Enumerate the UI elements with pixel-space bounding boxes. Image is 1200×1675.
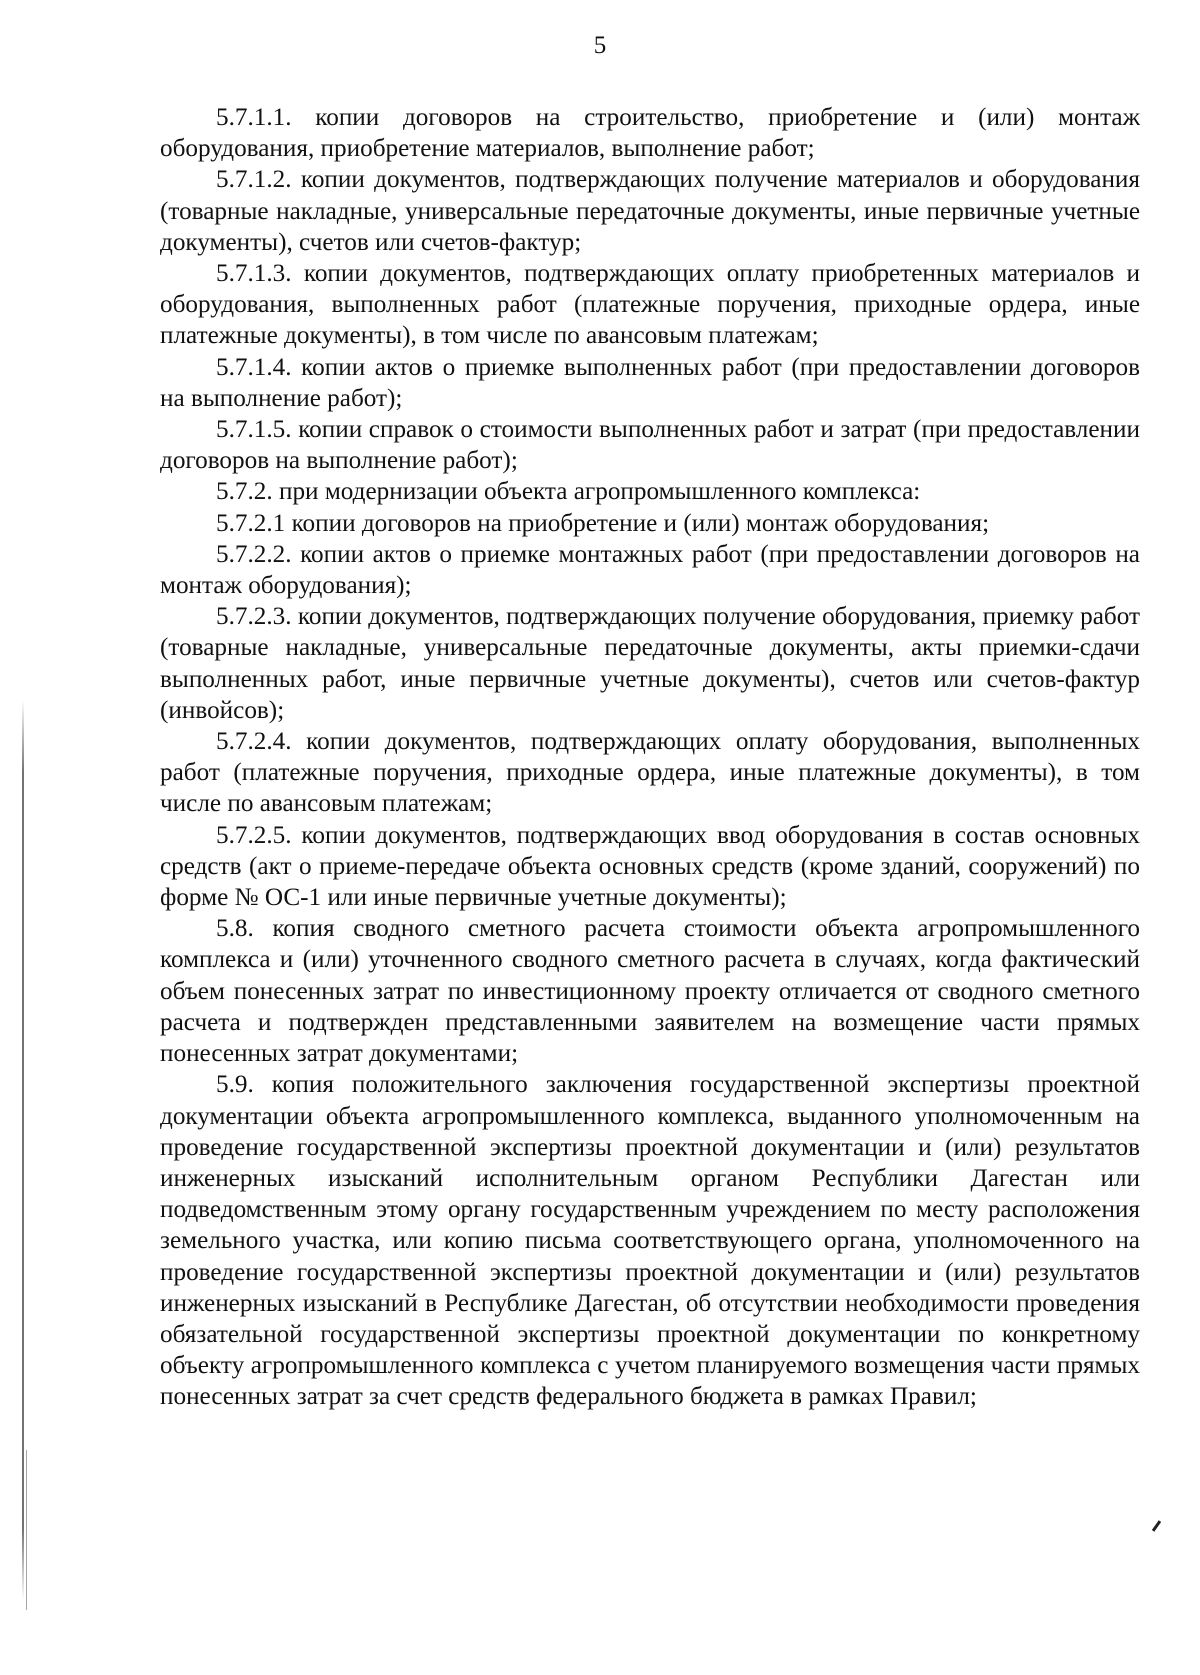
paragraph-5-7-1-5: 5.7.1.5. копии справок о стоимости выполненных работ и затрат (при предоставлении договоров на выполнение работ);: [160, 416, 1140, 475]
paragraph-5-7-2-2: 5.7.2.2. копии актов о приемке монтажных работ (при предоставлении договоров на монтаж оборудования);: [160, 540, 1140, 600]
paragraph-5-7-2-1: 5.7.2.1 копии договоров на приобретение и (или) монтаж оборудования;: [216, 509, 990, 537]
paragraph-5-8: 5.8. копия сводного сметного расчета стоимости объекта агропромышленного комплекса и (или) уточненного сводного сметного расчета в случаях, когда фактический объем понесенных затрат по инвестиционному проекту отличается от сводного сметного расчета и подтвержден представленными заявителем на возмещение части прямых понесенных затрат документами;: [160, 915, 1140, 1068]
scan-edge-line: [22, 700, 24, 1600]
paragraph-5-7-1-2: 5.7.1.2. копии документов, подтверждающих получение материалов и оборудования (товарные накладные, универсальные передаточные документы, иные первичные учетные документы), счетов или счетов-фактур;: [160, 166, 1140, 256]
scan-edge-line-secondary: [26, 1450, 27, 1610]
paragraph-5-7-2-4: 5.7.2.4. копии документов, подтверждающих оплату оборудования, выполненных работ (платежные поручения, приходные ордера, иные платежные документы), в том числе по авансовым платежам;: [160, 728, 1140, 818]
document-body: [160, 102, 1140, 1413]
paragraph-5-9: 5.9. копия положительного заключения государственной экспертизы проектной документации объекта агропромышленного комплекса, выданного уполномоченным на проведение государственной экспертизы проектной документации и (или) результатов инженерных изысканий исполнительным органом Республики Дагестан или подведомственным этому органу государственным учреждением по месту расположения земельного участка, или копию письма соответствующего органа, уполномоченного на проведение государственной экспертизы проектной документации и (или) результатов инженерных изысканий в Республике Дагестан, об отсутствии необходимости проведения обязательной государственной экспертизы проектной документации по конкретному объекту агропромышленного комплекса с учетом планируемого возмещения части прямых понесенных затрат за счет средств федерального бюджета в рамках Правил;: [160, 1071, 1140, 1411]
paragraph-5-7-2: 5.7.2. при модернизации объекта агропромышленного комплекса:: [216, 478, 921, 506]
page-number: 5: [593, 32, 607, 59]
paragraph-5-7-2-5: 5.7.2.5. копии документов, подтверждающих ввод оборудования в состав основных средств (акт о приеме-передаче объекта основных средств (кроме зданий, сооружений) по форме № ОС-1 или иные первичные учетные документы);: [160, 821, 1140, 912]
paragraph-5-7-1-4: 5.7.1.4. копии актов о приемке выполненных работ (при предоставлении договоров на выполнение работ);: [160, 353, 1140, 412]
paragraph-5-7-1-1: 5.7.1.1. копии договоров на строительство, приобретение и (или) монтаж оборудования, приобретение материалов, выполнение работ;: [160, 104, 1140, 163]
paragraph-5-7-1-3: 5.7.1.3. копии документов, подтверждающих оплату приобретенных материалов и оборудования, выполненных работ (платежные поручения, приходные ордера, иные платежные документы), в том числе по авансовым платежам;: [160, 260, 1140, 350]
scan-mark: [1152, 1520, 1161, 1532]
paragraph-5-7-2-3: 5.7.2.3. копии документов, подтверждающих получение оборудования, приемку работ (товарные накладные, универсальные передаточные документы, акты приемки-сдачи выполненных работ, иные первичные учетные документы), счетов или счетов-фактур (инвойсов);: [160, 603, 1140, 724]
